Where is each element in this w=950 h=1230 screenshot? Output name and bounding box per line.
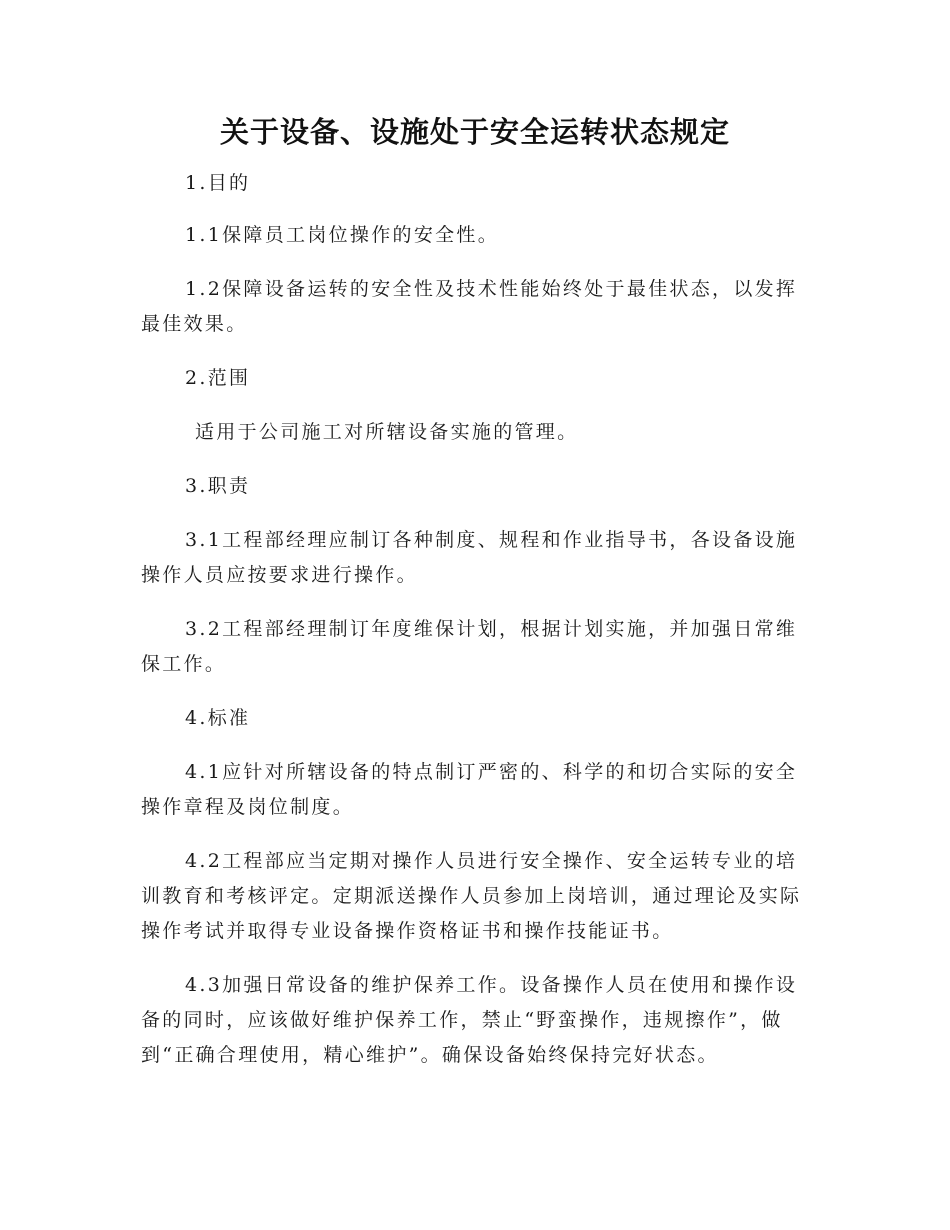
section-heading-scope: 2.范围 <box>185 367 251 389</box>
paragraph-4-2: 4.2工程部应当定期对操作人员进行安全操作、安全运转专业的培训教育和考核评定。定期派送操作人员参加上岗培训，通过理论及实际操作考试并取得专业设备操作资格证书和操作技能证书。 <box>141 850 802 942</box>
section-heading-standards: 4.标准 <box>185 707 251 729</box>
paragraph-3-1: 3.1工程部经理应制订各种制度、规程和作业指导书，各设备设施操作人员应按要求进行操作。 <box>141 529 798 586</box>
section-heading-responsibilities: 3.职责 <box>185 475 251 497</box>
paragraph-1-2: 1.2保障设备运转的安全性及技术性能始终处于最佳状态，以发挥最佳效果。 <box>141 278 798 335</box>
document-body <box>141 166 813 1073</box>
document-title: 关于设备、设施处于安全运转状态规定 <box>219 115 730 149</box>
paragraph-4-1: 4.1应针对所辖设备的特点制订严密的、科学的和切合实际的安全操作章程及岗位制度。 <box>141 761 798 818</box>
section-heading-purpose: 1.目的 <box>185 172 251 194</box>
paragraph-4-3: 4.3加强日常设备的维护保养工作。设备操作人员在使用和操作设备的同时，应该做好维护保养工作，禁止“野蛮操作，违规擦作”，做到“正确合理使用，精心维护”。确保设备始终保持完好状态。 <box>141 974 798 1066</box>
paragraph-3-2: 3.2工程部经理制订年度维保计划，根据计划实施，并加强日常维保工作。 <box>141 618 798 675</box>
paragraph-scope: 适用于公司施工对所辖设备实施的管理。 <box>195 421 579 443</box>
paragraph-1-1: 1.1保障员工岗位操作的安全性。 <box>185 224 500 246</box>
